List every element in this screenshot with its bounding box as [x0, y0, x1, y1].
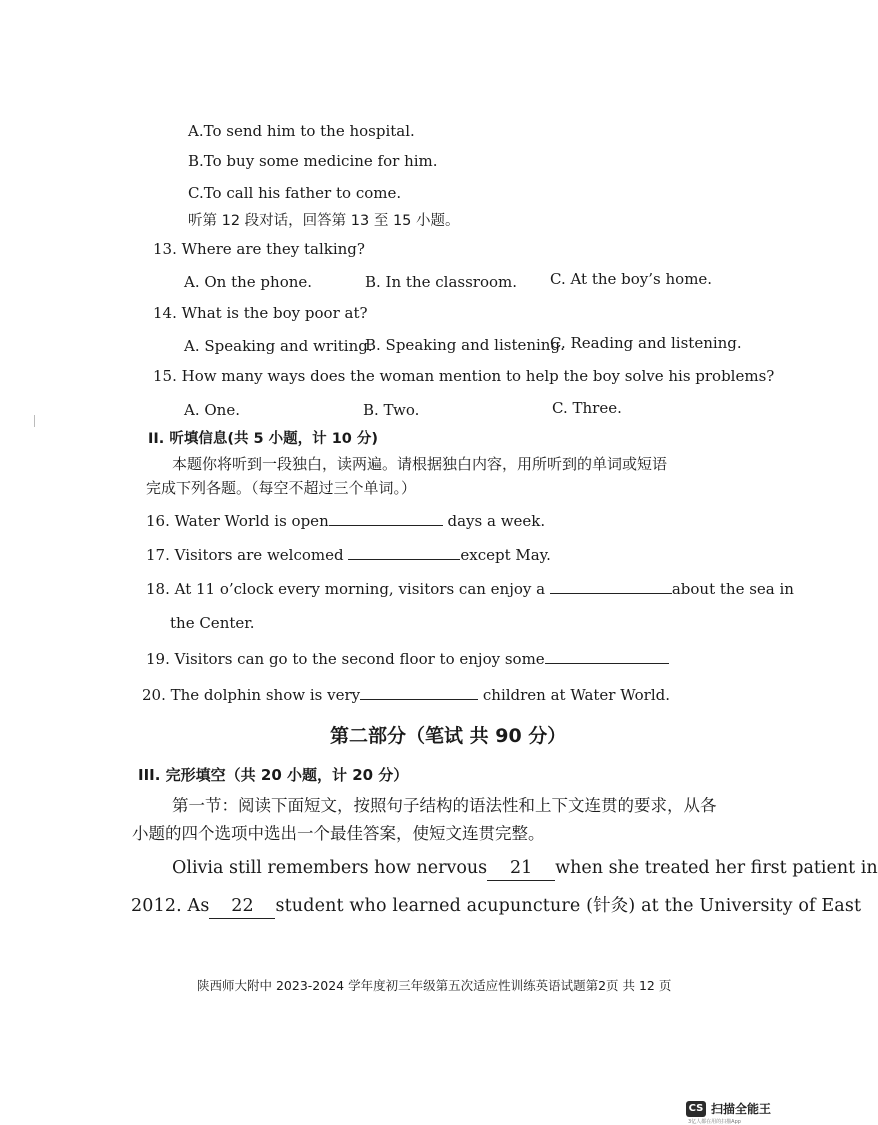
- section-2-title: II. 听填信息(共 5 小题，计 10 分): [148, 431, 379, 447]
- question-15: 15. How many ways does the woman mention to help the boy solve his problems?: [153, 367, 775, 385]
- section-3-title: III. 完形填空（共 20 小题，计 20 分）: [138, 766, 409, 784]
- page-footer: 陕西师大附中 2023-2024 学年度初三年级第五次适应性训练英语试题第2页 共 12 页: [197, 978, 672, 993]
- q15-option-c: C. Three.: [552, 399, 622, 417]
- q15-option-a: A. One.: [184, 401, 240, 419]
- option-q12-a: A.To send him to the hospital.: [188, 122, 415, 140]
- q13-option-b: B. In the classroom.: [365, 273, 518, 291]
- q13-option-c: C. At the boy’s home.: [550, 270, 713, 288]
- item-17: 17. Visitors are welcomed except May.: [146, 546, 551, 564]
- answer-blank-20[interactable]: [360, 684, 478, 700]
- q15-option-b: B. Two.: [363, 401, 420, 419]
- item-20: 20. The dolphin show is very children at Water World.: [142, 686, 671, 704]
- section-2-instruction-2: 完成下列各题。（每空不超过三个单词。）: [146, 479, 417, 497]
- cloze-blank-22[interactable]: 22: [209, 894, 275, 919]
- passage-line-1: Olivia still remembers how nervous 21 when she treated her first patient in: [172, 856, 878, 881]
- passage-line-2: 2012. As 22 student who learned acupuncture (针灸) at the University of East: [131, 894, 861, 919]
- item-16: 16. Water World is open days a week.: [146, 512, 546, 530]
- cloze-blank-21[interactable]: 21: [487, 856, 555, 881]
- q14-option-c: C. Reading and listening.: [550, 334, 742, 352]
- section-3-instruction-2: 小题的四个选项中选出一个最佳答案，使短文连贯完整。: [132, 824, 545, 843]
- option-text: To buy some medicine for him.: [203, 152, 438, 170]
- answer-blank-18[interactable]: [550, 578, 672, 594]
- scanner-brand: 扫描全能王: [711, 1102, 772, 1116]
- option-text: To call his father to come.: [203, 184, 402, 202]
- answer-blank-16[interactable]: [329, 510, 443, 526]
- answer-blank-17[interactable]: [348, 544, 460, 560]
- q14-option-a: A. Speaking and writing.: [184, 337, 373, 355]
- option-q12-c: C.To call his father to come.: [188, 184, 402, 202]
- scanner-logo-icon: CS: [686, 1101, 706, 1117]
- part-2-title: 第二部分（笔试 共 90 分）: [330, 725, 567, 747]
- q13-option-a: A. On the phone.: [184, 273, 313, 291]
- item-19: 19. Visitors can go to the second floor to enjoy some: [146, 648, 669, 669]
- q14-option-b: B. Speaking and listening.: [365, 336, 565, 354]
- dialog12-intro: 听第 12 段对话，回答第 13 至 15 小题。: [188, 213, 460, 229]
- section-2-instruction-1: 本题你将听到一段独白，读两遍。请根据独白内容，用所听到的单词或短语: [172, 455, 668, 473]
- answer-blank-19[interactable]: [545, 648, 669, 664]
- option-text: To send him to the hospital.: [203, 122, 415, 140]
- option-q12-b: B.To buy some medicine for him.: [188, 152, 438, 170]
- scan-mark: [34, 415, 35, 427]
- item-18-cont: the Center.: [170, 614, 255, 632]
- scanner-tagline: 3亿人都在用的扫描App: [688, 1119, 741, 1125]
- question-13: 13. Where are they talking?: [153, 240, 365, 258]
- question-14: 14. What is the boy poor at?: [153, 304, 368, 322]
- item-18: 18. At 11 o’clock every morning, visitors can enjoy a about the sea in: [146, 580, 794, 598]
- section-3-instruction-1: 第一节：阅读下面短文，按照句子结构的语法性和上下文连贯的要求，从各: [172, 796, 717, 815]
